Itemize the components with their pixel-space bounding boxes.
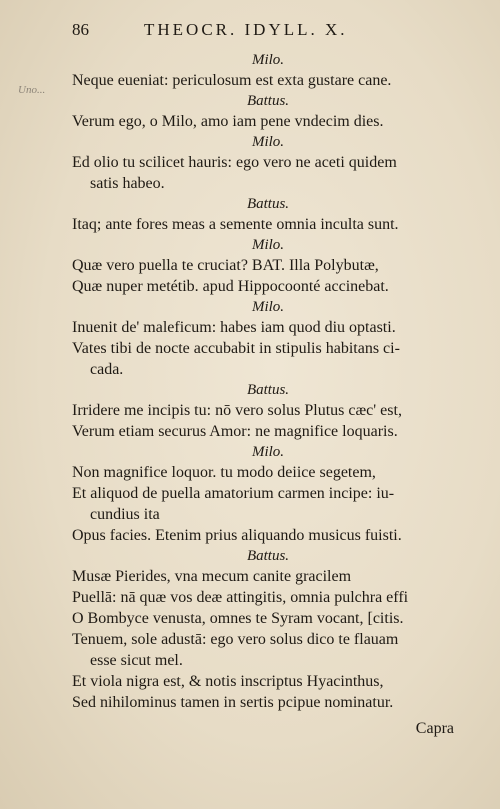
speaker-label: Milo. [251,52,285,68]
verse-line: Quæ nuper metétib. apud Hippocoonté accinebat. [72,278,389,295]
catchword: Capra [415,720,454,737]
verse-line: Irridere me incipis tu: nō vero solus Plutus cæc' est, [72,402,402,419]
verse-continuation: cundius ita [90,506,160,523]
text-block [72,50,464,713]
verse-line: Opus facies. Etenim prius aliquando musicus fuisti. [72,527,402,544]
verse-continuation: cada. [90,361,124,378]
verse-line: Vates tibi de nocte accubabit in stipulis habitans ci- [72,340,400,357]
speaker-label: Milo. [251,299,285,315]
page-number: 86 [72,20,89,39]
verse-line: Quæ vero puella te cruciat? BAT. Illa Polybutæ, [72,257,379,274]
speaker-label: Milo. [251,237,285,253]
speaker-label: Battus. [246,196,290,212]
verse-line: Itaq; ante fores meas a semente omnia inculta sunt. [72,216,399,233]
marginal-annotation: Uno... [18,84,46,96]
speaker-label: Milo. [251,134,285,150]
verse-line: Verum etiam securus Amor: ne magnifice loquaris. [72,423,398,440]
verse-continuation: satis habeo. [90,175,165,192]
verse-line: Puellā: nā quæ vos deæ attingitis, omnia pulchra effi [72,589,409,606]
speaker-label: Battus. [246,548,290,564]
speaker-label: Milo. [251,444,285,460]
verse-line: Sed nihilominus tamen in sertis pcipue nominatur. [72,694,394,711]
speaker-label: Battus. [246,382,290,398]
verse-line: Verum ego, o Milo, amo iam pene vndecim dies. [72,113,384,130]
verse-line: Tenuem, sole adustā: ego vero solus dico te flauam [72,631,399,648]
verse-continuation: esse sicut mel. [90,652,183,669]
verse-line: Non magnifice loquor. tu modo deiice segetem, [72,464,376,481]
verse-line: Et aliquod de puella amatorium carmen incipe: iu- [72,485,395,502]
verse-line: O Bombyce venusta, omnes te Syram vocant, [citis. [72,610,404,627]
running-title: THEOCR. IDYLL. X. [144,20,348,39]
verse-line: Ed olio tu scilicet hauris: ego vero ne aceti quidem [72,154,397,171]
speaker-label: Battus. [246,93,290,109]
verse-line: Et viola nigra est, & notis inscriptus Hyacinthus, [72,673,384,690]
verse-line: Musæ Pierides, vna mecum canite gracilem [72,568,352,585]
verse-line: Inuenit de' maleficum: habes iam quod diu optasti. [72,319,396,336]
verse-line: Neque eueniat: periculosum est exta gustare cane. [72,72,392,89]
